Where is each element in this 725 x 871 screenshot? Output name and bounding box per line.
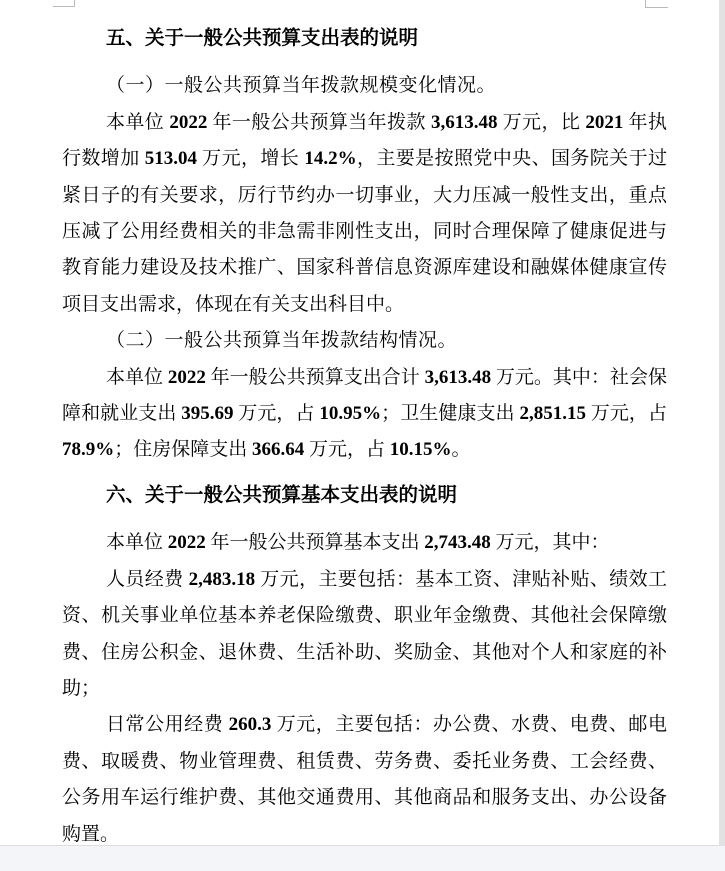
text-run: 日常公用经费 bbox=[106, 714, 229, 736]
text-run: 万元，主要包括：基本工资、津贴补贴、绩效工资、机关事业单位基本养老保险缴费、职业年金缴费、其他社会保障缴费、住房公积金、退休费、生活补助、奖励金、其他对个人和家庭的补助； bbox=[62, 568, 667, 699]
text-run: 年一般公共预算基本支出 bbox=[205, 532, 425, 554]
text-run: 。 bbox=[451, 439, 471, 461]
text-run: （一）一般公共预算当年拨款规模变化情况。 bbox=[106, 75, 497, 97]
text-run: （二）一般公共预算当年拨款结构情况。 bbox=[106, 330, 458, 352]
figure-value: 2022 bbox=[167, 532, 206, 554]
text-run: ；卫生健康支出 bbox=[381, 403, 520, 425]
figure-value: 3,613.48 bbox=[431, 111, 498, 133]
figure-value: 395.69 bbox=[181, 403, 234, 425]
paragraph bbox=[62, 562, 667, 708]
figure-value: 2021 bbox=[585, 111, 624, 133]
figure-value: 六、关于一般公共预算基本支出表的说明 bbox=[106, 484, 458, 506]
margin-crop-mark-top-left-horizontal bbox=[53, 6, 75, 7]
text-run: 年一般公共预算当年拨款 bbox=[207, 111, 432, 133]
figure-value: 五、关于一般公共预算支出表的说明 bbox=[106, 28, 419, 49]
text-run: 本单位 bbox=[106, 366, 168, 388]
subheading bbox=[62, 323, 667, 359]
text-run: 万元，主要包括：办公费、水费、电费、邮电费、取暖费、物业管理费、租赁费、劳务费、委托业务费、工会经费、公务用车运行维护费、其他交通费用、其他商品和服务支出、办公设备购置。 bbox=[62, 714, 667, 845]
text-run: 万元，其中： bbox=[490, 532, 610, 554]
text-run: 万元，占 bbox=[304, 439, 390, 461]
section-heading bbox=[62, 20, 667, 57]
text-run: 万元，比 bbox=[497, 111, 586, 133]
text-run: 万元，占 bbox=[585, 403, 667, 425]
text-run: 万元。其中：社会保障和就业支出 bbox=[62, 366, 667, 425]
page-edge-strip bbox=[719, 0, 725, 846]
figure-value: 3,613.48 bbox=[424, 366, 492, 388]
figure-value: 2,851.15 bbox=[519, 403, 586, 425]
figure-value: 2,743.48 bbox=[424, 532, 491, 554]
document-content bbox=[62, 12, 667, 846]
margin-crop-mark-top-right-horizontal bbox=[645, 7, 668, 8]
margin-crop-mark-top-left-vertical bbox=[74, 0, 75, 7]
text-run: ，主要是按照党中央、国务院关于过紧日子的有关要求，厉行节约办一切事业，大力压减一般性支出，重点压减了公用经费相关的非急需非刚性支出，同时合理保障了健康促进与教育能力建设及技术推广、国家科普信息资源库建设和融媒体健康宣传项目支出需求，体现在有关支出科目中。 bbox=[62, 148, 667, 315]
text-run: 万元，占 bbox=[233, 403, 320, 425]
figure-value: 10.15% bbox=[389, 439, 452, 461]
figure-value: 366.64 bbox=[252, 439, 305, 461]
text-run: 人员经费 bbox=[106, 568, 189, 590]
subheading bbox=[62, 68, 667, 104]
figure-value: 2022 bbox=[167, 366, 206, 388]
paragraph bbox=[62, 707, 667, 846]
figure-value: 2022 bbox=[169, 111, 208, 133]
page-gap bbox=[0, 847, 725, 871]
text-run: 本单位 bbox=[106, 532, 168, 554]
figure-value: 78.9% bbox=[62, 439, 115, 461]
text-run: 年执行数增加 bbox=[62, 111, 667, 170]
section-heading bbox=[62, 477, 667, 514]
figure-value: 14.2% bbox=[304, 148, 357, 170]
text-run: 年一般公共预算支出合计 bbox=[205, 366, 425, 388]
paragraph bbox=[62, 525, 667, 561]
figure-value: 10.95% bbox=[319, 403, 382, 425]
paragraph bbox=[62, 105, 667, 323]
figure-value: 2,483.18 bbox=[188, 568, 256, 590]
figure-value: 260.3 bbox=[228, 714, 272, 736]
text-run: ；住房保障支出 bbox=[114, 439, 253, 461]
figure-value: 513.04 bbox=[144, 148, 198, 170]
text-run: 万元，增长 bbox=[197, 148, 305, 170]
text-run: 本单位 bbox=[106, 111, 170, 133]
paragraph bbox=[62, 360, 667, 469]
